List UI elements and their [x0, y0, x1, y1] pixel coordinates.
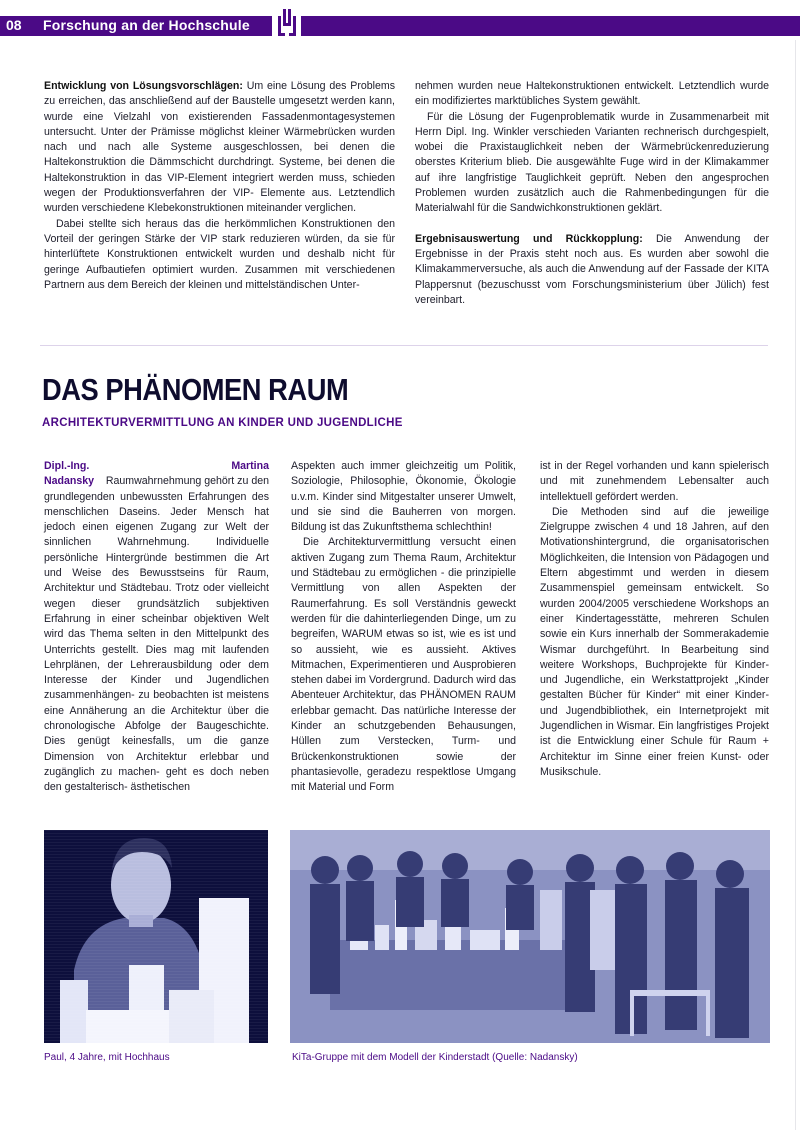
photo-illustration: [290, 830, 770, 1043]
page-number: 08: [6, 17, 22, 33]
paragraph-text: Aspekten auch immer gleichzeitig um Politik, Soziologie, Philosophie, Ökonomie, Ökologie u.v.m. Kinder sind Mitgestalter unserer Umwelt, und sie sind die Bauherren von morgen. Bildung ist das Zukunftsthema schlechthin!: [291, 460, 516, 534]
paragraph-text: Dabei stellte sich heraus das die herkömmlichen Konstruktionen den Vorteil der geringen Stärke der VIP stark reduzieren würden, da sie für hinterlüftete Konstruktionen entwickelt wurden und deshalb nicht für geringe Aufbautiefen optimiert wurden. Zusammen mit verschiedenen Partnern aus dem Bereich der kleinen und mittelständischen Unter-: [44, 217, 395, 291]
page-header: [0, 16, 800, 36]
upper-article-column-1: [44, 79, 395, 293]
paragraph-text: ist in der Regel vorhanden und kann spielerisch und mit zunehmendem Lebensalter auch intellektuell gefördert werden.: [540, 460, 769, 503]
article-subtitle: ARCHITEKTURVERMITTLUNG AN KINDER UND JUGENDLICHE: [42, 417, 403, 429]
photo-caption-1: Paul, 4 Jahre, mit Hochhaus: [44, 1052, 170, 1063]
article-column-2: [291, 459, 516, 796]
boy-with-block-tower-photo: [44, 830, 268, 1043]
paragraph-text: Raumwahrnehmung gehört zu den grundlegenden unbewussten Erfahrungen des menschlichen Daseins. Jeder Mensch hat jedoch einen eigenen Zugang zur Welt der sinnlichen Wahrnehmung. Individuelle persönliche Hintergründe bestimmen die Art und Weise des Bewusstseins für Raum, Architektur und Städtebau. Trotz oder vielleicht wegen dieser grundsätzlich subjektiven Erfahrung in einer scheinbar objektiven Welt wird das Thema selten in den Mittelpunkt des Unterrichts gestellt. Dies mag mit laufenden Lehrplänen, der Lehrerausbildung oder dem Interesse der Kinder und Jugendlichen zusammenhängen- zu beobachten ist meistens eine Annäherung an die Architektur über die chronologische Abfolge der Baugeschichte. Dies genügt keinesfalls, um die ganze Dimension von Architektur erlebbar und zugänglich zu machen- geht es doch neben den gestalterisch- ästhetischen: [44, 475, 269, 794]
paragraph-text: Die Anwendung der Ergebnisse in der Praxis steht noch aus. Es wurden aber sowohl die Klimakammerversuche, als auch die Anwendung auf der Fassade der KITA Plappersnut (bezuschusst vom Forschungsministerium über Jülich) fest vereinbart.: [415, 232, 769, 306]
header-bar-left: [0, 16, 272, 36]
page-edge-line: [795, 40, 796, 1130]
paragraph-text: Für die Lösung der Fugenproblematik wurde in Zusammenarbeit mit Herrn Dipl. Ing. Winkler verschieden Varianten rechnerisch durchgespielt, wobei die Praxistauglichkeit neben der Wärmebrückenreduzierung oberstes Kriterium blieb. Die ausgewählte Fuge wird in der Klimakammer auf ihre langfristige Tauglichkeit geprüft. Neben den angesprochen Problemen wurden zusätzlich auch die Rahmenbedingungen für die Materialwahl für die Sandwichkonstruktionen geklärt.: [415, 110, 769, 215]
hochschule-logo-icon: [275, 9, 299, 36]
paragraph-text: nehmen wurden neue Haltekonstruktionen entwickelt. Letztendlich wurde ein modifiziertes marktübliches System gewählt.: [415, 80, 769, 108]
article-title: DAS PHÄNOMEN RAUM: [42, 372, 349, 407]
section-divider: [40, 345, 768, 346]
photo-caption-2: KiTa-Gruppe mit dem Modell der Kinderstadt (Quelle: Nadansky): [292, 1052, 578, 1063]
photo-illustration: [44, 830, 268, 1043]
upper-article-column-2: [415, 79, 769, 308]
paragraph-text: Um eine Lösung des Problems zu erreichen, das anschließend auf der Baustelle umgesetzt werden kann, wurde eine Vielzahl von existierenden Fassadenmontagesystemen untersucht. Unter der Prämisse möglichst kleiner Wärmebrücken wurden nach und nach alle Systeme ausgeschlossen, bei denen die Haltekonstruktion die Dämmschicht durchdringt. Systeme, bei denen die Haltekonstruktion in das VIP-Element integriert werden muss, schieden wegen der Produktionsverfahren der VIP- Elemente aus. Letztendlich wurden verschiedene Klebekonstruktionen miteinander verglichen.: [44, 80, 395, 215]
heading-ergebnisauswertung: Ergebnisauswertung und Rückkopplung:: [415, 232, 643, 245]
article-column-3: [540, 459, 769, 780]
header-bar-right: [301, 16, 800, 36]
paragraph-text: Die Methoden sind auf die jeweilige Zielgruppe zwischen 4 und 18 Jahren, auf den Motivationshintergrund, die organisatorischen Möglichkeiten, die Intension von Pädagogen und Eltern abgestimmt und werden in diesem Zusammenspiel gemeinsam entwickelt. So wurden 2004/2005 verschiedene Workshops an einer Kindertagesstätte, mehreren Schulen sowie ein Kurs innerhalb der Sommerakademie Wismar durchgeführt. In Bearbeitung sind weitere Workshops, Buchprojekte für Kinder- und Jugendliche, ein Werkstattprojekt „Kinder gestalten Bücher für Kinder“ mit einer Kinder- und Jugendbibliothek, ein Internetprojekt mit Jugendlichen in Wismar. Ein langfristiges Projekt ist die Entwicklung einer Schule für Raum + Architektur im Sinne einer freien Kunst- oder Musikschule.: [540, 505, 769, 778]
paragraph-text: Die Architekturvermittlung versucht einen aktiven Zugang zum Thema Raum, Architektur und Städtebau zu ermöglichen - die prinzipielle Vermittlung von allen Aspekten der Raumerfahrung. Es soll Verständnis geweckt werden für die dahinterliegenden Dinge, um zu begreifen, WARUM etwas so ist, wie es ist und so aussieht, wie es aussieht. Aktives Mitmachen, Experimentieren und Ausprobieren stehen dabei im Vordergrund. Dadurch wird das Abenteuer Architektur, das PHÄNOMEN RAUM erlebbar gemacht. Das natürliche Interesse der Kinder an schutzgebenden Behausungen, Hüllen zum Verstecken, Turm- und Brückenkonstruktionen sowie der phantasievolle, geradezu respektlose Umgang mit Material und Form: [291, 536, 516, 794]
author-name: Dipl.-Ing. Martina Nadansky: [44, 460, 269, 488]
article-column-1: [44, 459, 269, 796]
kita-group-with-model-city-photo: [290, 830, 770, 1043]
heading-loesungsvorschlaege: Entwicklung von Lösungsvorschlägen:: [44, 80, 243, 92]
section-title: Forschung an der Hochschule: [43, 17, 250, 33]
